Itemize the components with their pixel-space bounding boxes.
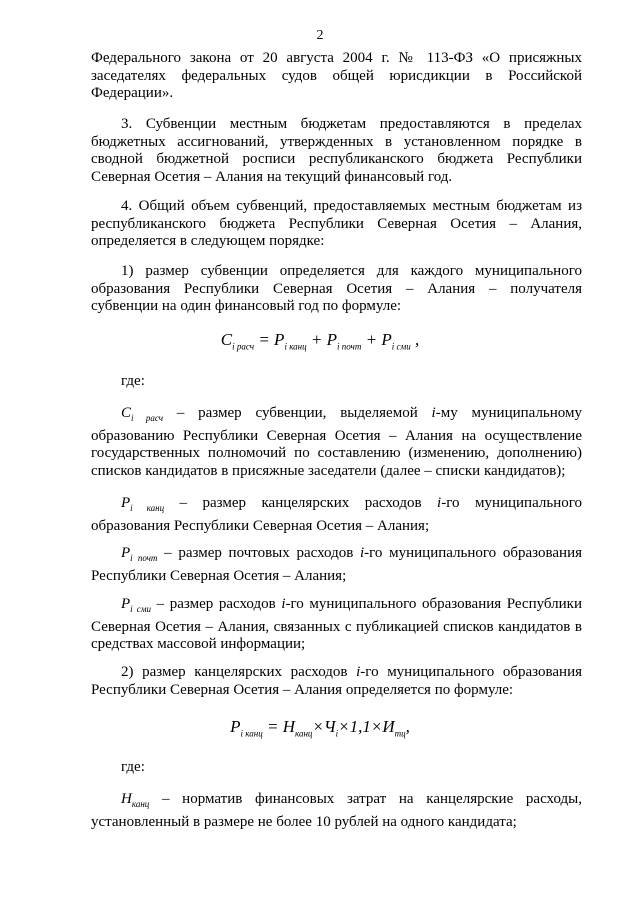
page-number: 2 (316, 28, 324, 43)
paragraph-law-reference: Федерального закона от 20 августа 2004 г. № 113-ФЗ «О присяжных заседателях федеральных судов общей юрисдикции в Российской Федерации». (91, 50, 582, 101)
where-label-2: где: (121, 759, 145, 775)
paragraph-4: 4. Общий объем субвенций, предоставляемых местным бюджетам из республиканского бюджета Республики Северная Осетия – Алания, определяется в следующем порядке: (91, 198, 582, 249)
symbol-p-smi: $P_{i сми}$ (121, 596, 152, 614)
symbol-p-kants: $P_{i канц}$ (121, 495, 165, 513)
definition-p-smi: $P_{i сми}$ – размер расходов i-го муниципального образования Республики Северная Осетия – Алания, связанных с публикацией списков кандидатов в средствах массовой информации; (91, 596, 582, 652)
definition-p-pocht: $P_{i почт}$ – размер почтовых расходов i-го муниципального образования Республики Северная Осетия – Алания; (91, 545, 582, 584)
where-label-1: где: (121, 373, 145, 389)
formula-kants: $P_{i канц} = H_{канц}\times Ч_i\times 1,1\times И_{тц}$, (230, 717, 410, 739)
paragraph-4-2: 2) размер канцелярских расходов i-го муниципального образования Республики Северная Осетия – Алания определяется по формуле: (91, 664, 582, 698)
symbol-p-pocht: $P_{i почт}$ (121, 545, 158, 563)
definition-h-kants: $H_{канц}$ – норматив финансовых затрат на канцелярские расходы, установленный в размере не более 10 рублей на одного кандидата; (91, 791, 582, 830)
symbol-c-rasch: $C_{i расч}$ (121, 405, 164, 423)
paragraph-3: 3. Субвенции местным бюджетам предоставляются в пределах бюджетных ассигнований, утвержденных в установленном порядке в сводной бюджетной росписи республиканского бюджета Республики Северная Осетия – Алания на текущий финансовый год. (91, 116, 582, 185)
symbol-h-kants: $H_{канц}$ (121, 791, 150, 809)
formula-subvention: $C_{i расч} = P_{i канц} + P_{i почт} + P_{i сми}$ , (220, 330, 420, 352)
definition-c-rasch: $C_{i расч}$ – размер субвенции, выделяемой i-му муниципальному образованию Республики Северная Осетия – Алания на осуществление государственных полномочий по составлению (изменению, дополнению) списков кандидатов в присяжные заседатели (далее – списки кандидатов); (91, 405, 583, 479)
paragraph-4-1: 1) размер субвенции определяется для каждого муниципального образования Республики Северная Осетия – Алания – получателя субвенции на один финансовый год по формуле: (91, 263, 582, 314)
definition-p-kants: $P_{i канц}$ – размер канцелярских расходов i-го муниципального образования Республики Северная Осетия – Алания; (91, 495, 583, 534)
